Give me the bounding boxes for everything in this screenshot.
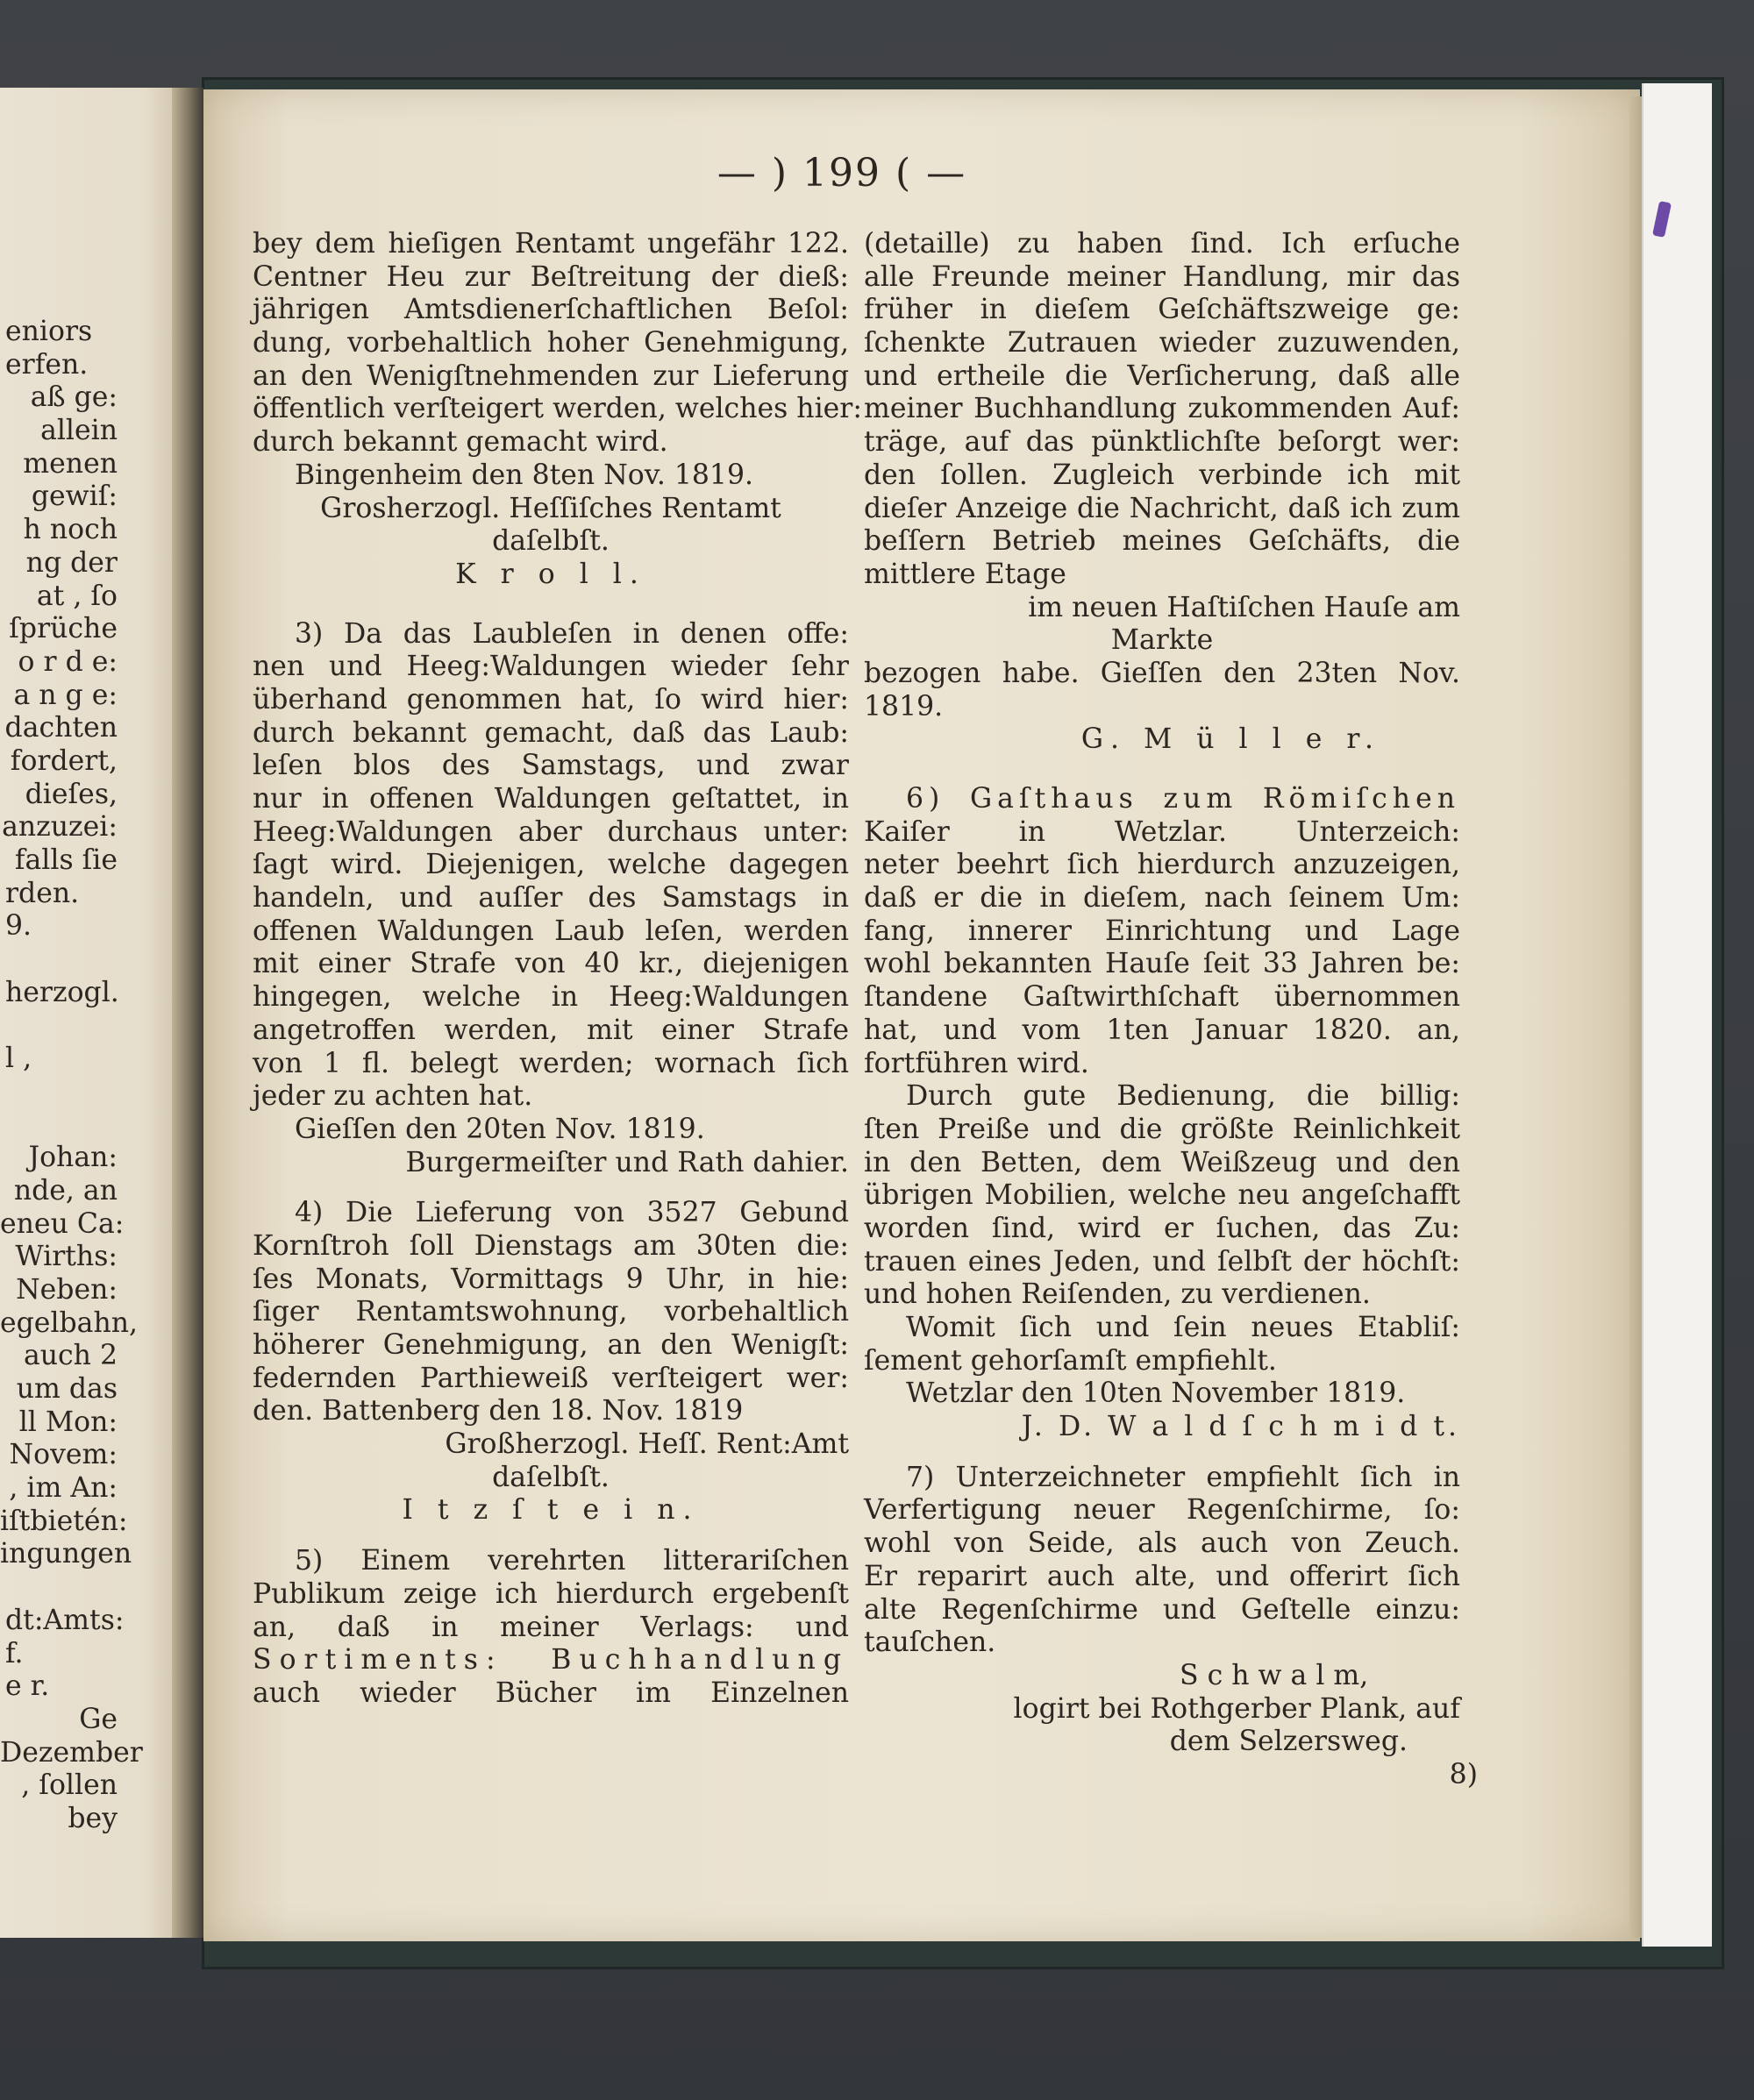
right-column xyxy=(864,228,1478,1792)
text-line: an den Wenigſtnehmenden zur Lieferung xyxy=(253,359,849,392)
text-line: den. Battenberg den 18. Nov. 1819 xyxy=(253,1395,744,1427)
left-fragment-line: ll Mon: xyxy=(18,1406,118,1438)
left-fragment-line: bey xyxy=(68,1802,118,1834)
signature-line: Großherzogl. Heſſ. Rent:Amt xyxy=(445,1428,849,1461)
text-line: bey dem hieſigen Rentamt ungefähr 122. xyxy=(253,228,849,260)
book-gutter xyxy=(172,88,203,1938)
date-line: Bingenheim den 8ten Nov. 1819. xyxy=(295,459,754,491)
left-fragment-line xyxy=(0,1076,175,1109)
text-line: hat, und vom 1ten Januar 1820. an, xyxy=(864,1014,1460,1046)
date-line: Wetzlar den 10ten November 1819. xyxy=(906,1377,1406,1410)
left-page-fragment xyxy=(0,88,181,1938)
text-line: träge, auf das pünktlichſte beſorgt wer: xyxy=(864,426,1460,459)
text-line: 6) Gaſthaus zum Römiſchen xyxy=(906,783,1460,815)
text-line: fortführen wird. xyxy=(864,1047,1089,1079)
text-line: 7) Unterzeichneter empfiehlt ſich in xyxy=(906,1461,1460,1493)
left-fragment-line: Novem: xyxy=(9,1439,118,1471)
left-fragment-line: fordert, xyxy=(10,744,118,777)
text-line: im neuen Haſtiſchen Hauſe am xyxy=(1028,591,1460,623)
left-fragment-line: dieſes, xyxy=(25,778,118,810)
text-line: früher in dieſem Geſchäftszweige ge: xyxy=(864,294,1460,326)
catchword: 8) xyxy=(1449,1758,1478,1790)
text-line: jährigen Amtsdienerſchaftlichen Beſol: xyxy=(253,294,849,326)
text-line: fang, innerer Einrichtung und Lage xyxy=(864,915,1460,947)
left-page-text xyxy=(0,316,175,1836)
text-line: ſes Monats, Vormittags 9 Uhr, in hie: xyxy=(253,1263,849,1295)
text-line: wohl von Seide, als auch von Zeuch. xyxy=(864,1527,1460,1560)
signature-line: daſelbſt. xyxy=(492,1461,610,1493)
left-fragment-line: ng der xyxy=(25,546,118,579)
text-line: öffentlich verſteigert werden, welches hier: xyxy=(253,393,862,425)
text-line: von 1 fl. belegt werden; wornach ſich xyxy=(253,1047,849,1079)
text-line: Verfertigung neuer Regenſchirme, ſo: xyxy=(864,1494,1460,1527)
date-line: Gieſſen den 20ten Nov. 1819. xyxy=(295,1113,705,1145)
left-fragment-line: dt:Amts: xyxy=(5,1604,125,1636)
text-line: überhand genommen hat, ſo wird hier: xyxy=(253,683,849,715)
text-line: hingegen, welche in Heeg:Waldungen xyxy=(253,981,849,1014)
left-fragment-line: gewiſ: xyxy=(31,481,118,513)
left-fragment-line: a n g e: xyxy=(13,679,118,711)
text-line: 3) Da das Laubleſen in denen offe: xyxy=(295,617,849,650)
text-line: in den Betten, dem Weißzeug und den xyxy=(864,1146,1460,1178)
left-fragment-line: um das xyxy=(16,1373,118,1405)
signature-line: Grosherzogl. Heſſiſches Rentamt xyxy=(320,492,781,524)
left-fragment-line: menen xyxy=(23,447,118,480)
white-backing-sheet xyxy=(1642,83,1712,1947)
left-fragment-line: dachten xyxy=(4,712,118,744)
left-fragment-line: Ge xyxy=(79,1703,118,1735)
text-line: dieſer Anzeige die Nachricht, daß ich zum xyxy=(864,492,1460,524)
text-line: handeln, und auſſer des Samstags in xyxy=(253,882,849,915)
text-line: daß er die in dieſem, nach ſeinem Um: xyxy=(864,882,1460,915)
text-line: ſiger Rentamtswohnung, vorbehaltlich xyxy=(253,1296,849,1328)
signature-line: dem Selzersweg. xyxy=(1169,1726,1408,1758)
text-line: jeder zu achten hat. xyxy=(253,1080,533,1113)
text-line: neter beehrt ſich hierdurch anzuzeigen, xyxy=(864,849,1460,881)
left-fragment-line xyxy=(0,943,175,977)
text-line: Publikum zeige ich hierdurch ergebenſt xyxy=(253,1577,849,1610)
signature-name: I t z ſ t e i n. xyxy=(402,1494,700,1527)
left-fragment-line: erfen. xyxy=(5,348,89,381)
text-line: und hohen Reiſenden, zu verdienen. xyxy=(864,1278,1371,1311)
left-fragment-line: eneu Ca: xyxy=(0,1207,125,1240)
left-fragment-line: auch 2 xyxy=(23,1340,118,1372)
left-fragment-line: allein xyxy=(40,415,118,447)
text-line: offenen Waldungen Laub leſen, werden xyxy=(253,915,849,947)
left-fragment-line xyxy=(0,1109,175,1143)
signature-name: S c h w a l m, xyxy=(1180,1659,1369,1691)
text-line: Heeg:Waldungen aber durchaus unter: xyxy=(253,815,849,848)
signature-name: K r o l l. xyxy=(455,558,646,590)
text-line: leſen blos des Samstags, und zwar xyxy=(253,750,849,782)
left-fragment-line: ingungen xyxy=(0,1538,132,1570)
left-fragment-line: aß ge: xyxy=(30,381,118,414)
text-line: Centner Heu zur Beſtreitung der dieß: xyxy=(253,260,849,293)
text-line: bezogen habe. Gieſſen den 23ten Nov. xyxy=(864,657,1460,689)
text-line: 1819. xyxy=(864,690,944,723)
left-fragment-line: rden. xyxy=(5,877,80,909)
text-line: durch bekannt gemacht, daß das Laub: xyxy=(253,716,849,749)
left-fragment-line: , im An: xyxy=(9,1472,118,1505)
signature-name: J. D. W a l d ſ c h m i d t. xyxy=(1021,1411,1460,1443)
text-line: beſſern Betrieb meines Geſchäfts, die xyxy=(864,525,1460,558)
text-line: ſement gehorſamſt empfiehlt. xyxy=(864,1344,1277,1377)
left-fragment-line xyxy=(0,1009,175,1043)
text-line: angetroffen werden, mit einer Strafe xyxy=(253,1014,849,1046)
left-fragment-line: eniors xyxy=(5,316,93,347)
signature-line: Burgermeiſter und Rath dahier. xyxy=(405,1146,849,1178)
text-line: höherer Genehmigung, an den Wenigſt: xyxy=(253,1329,849,1361)
text-line: meiner Buchhandlung zukommenden Auf: xyxy=(864,393,1460,425)
text-line: tauſchen. xyxy=(864,1627,996,1659)
text-line: Durch gute Bedienung, die billig: xyxy=(906,1080,1460,1113)
left-fragment-line: e r. xyxy=(5,1670,50,1703)
left-fragment-line: Johan: xyxy=(28,1142,118,1174)
text-line: nur in offenen Waldungen geſtattet, in xyxy=(253,783,849,815)
text-line: dung, vorbehaltlich hoher Genehmigung, xyxy=(253,327,849,359)
left-fragment-line: f. xyxy=(5,1637,24,1669)
text-line: Kornſtroh ſoll Dienstags am 30ten die: xyxy=(253,1229,849,1262)
text-line: mit einer Strafe von 40 kr., diejenigen xyxy=(253,948,849,980)
text-line: 4) Die Lieferung von 3527 Gebund xyxy=(295,1197,849,1229)
text-line: übrigen Mobilien, welche neu angeſchafft xyxy=(864,1179,1460,1212)
text-line: trauen eines Jeden, und ſelbſt der höchſt: xyxy=(864,1245,1460,1278)
text-line: den ſollen. Zugleich verbinde ich mit xyxy=(864,459,1460,491)
signature-line: logirt bei Rothgerber Plank, auf xyxy=(1013,1692,1460,1725)
left-fragment-line: iſtbietén: xyxy=(0,1505,128,1537)
left-column xyxy=(253,228,862,1711)
text-line: alte Regenſchirme und Geſtelle einzu: xyxy=(864,1593,1460,1626)
left-fragment-line: egelbahn, xyxy=(0,1306,139,1339)
text-line: Kaiſer in Wetzlar. Unterzeich: xyxy=(864,815,1460,848)
text-line: an, daß in meiner Verlags: und xyxy=(253,1611,849,1643)
text-line: ſchenkte Zutrauen wieder zuzuwenden, xyxy=(864,327,1460,359)
page-edge xyxy=(1629,96,1642,1938)
left-fragment-line: anzuzei: xyxy=(2,811,118,844)
text-line: worden ſind, wird er ſuchen, das Zu: xyxy=(864,1212,1460,1244)
text-line: ſtandene Gaſtwirthſchaft übernommen xyxy=(864,981,1460,1014)
text-line: mittlere Etage xyxy=(864,558,1066,590)
left-fragment-line: , ſollen xyxy=(21,1769,118,1802)
left-fragment-line: Neben: xyxy=(16,1273,118,1306)
left-fragment-line: Dezember xyxy=(0,1736,143,1769)
text-line: Womit ſich und ſein neues Etabliſ: xyxy=(906,1312,1460,1343)
left-fragment-line: ſprüche xyxy=(9,613,118,645)
text-line: Sortiments: Buchhandlung xyxy=(253,1644,849,1676)
page-number: — ) 199 ( — xyxy=(717,151,967,196)
signature-line: daſelbſt. xyxy=(492,525,610,558)
text-line: ſten Preiße und die größte Reinlichkeit xyxy=(864,1113,1460,1145)
signature-name: G. M ü l l e r. xyxy=(1080,723,1381,756)
left-fragment-line xyxy=(0,1571,175,1605)
left-fragment-line: l , xyxy=(5,1043,32,1075)
left-fragment-line: nde, an xyxy=(13,1174,118,1207)
left-fragment-line: herzogl. xyxy=(5,976,119,1008)
left-fragment-line: Wirths: xyxy=(15,1241,118,1273)
left-fragment-line: falls ſie xyxy=(14,844,118,876)
text-line: alle Freunde meiner Handlung, mir das xyxy=(864,260,1460,293)
text-line: ſagt wird. Diejenigen, welche dagegen xyxy=(253,849,849,881)
text-line: Markte xyxy=(1110,624,1214,657)
text-line: auch wieder Bücher im Einzelnen xyxy=(253,1676,849,1709)
text-line: und ertheile die Verſicherung, daß alle xyxy=(864,359,1460,392)
text-line: federnden Parthieweiß verſteigert wer: xyxy=(253,1362,849,1394)
text-line: durch bekannt gemacht wird. xyxy=(253,426,668,459)
left-fragment-line: at , ſo xyxy=(36,580,118,612)
left-fragment-line: 9. xyxy=(5,910,32,943)
text-line: (detaille) zu haben ſind. Ich erſuche xyxy=(864,228,1460,260)
text-line: wohl bekannten Hauſe ſeit 33 Jahren be: xyxy=(864,948,1460,980)
text-line: Er reparirt auch alte, und offerirt ſich xyxy=(864,1560,1460,1592)
text-line: 5) Einem verehrten litterariſchen xyxy=(295,1545,849,1577)
text-line: nen und Heeg:Waldungen wieder ſehr xyxy=(253,651,849,683)
left-fragment-line: o r d e: xyxy=(18,645,118,678)
left-fragment-line: h noch xyxy=(23,514,118,546)
